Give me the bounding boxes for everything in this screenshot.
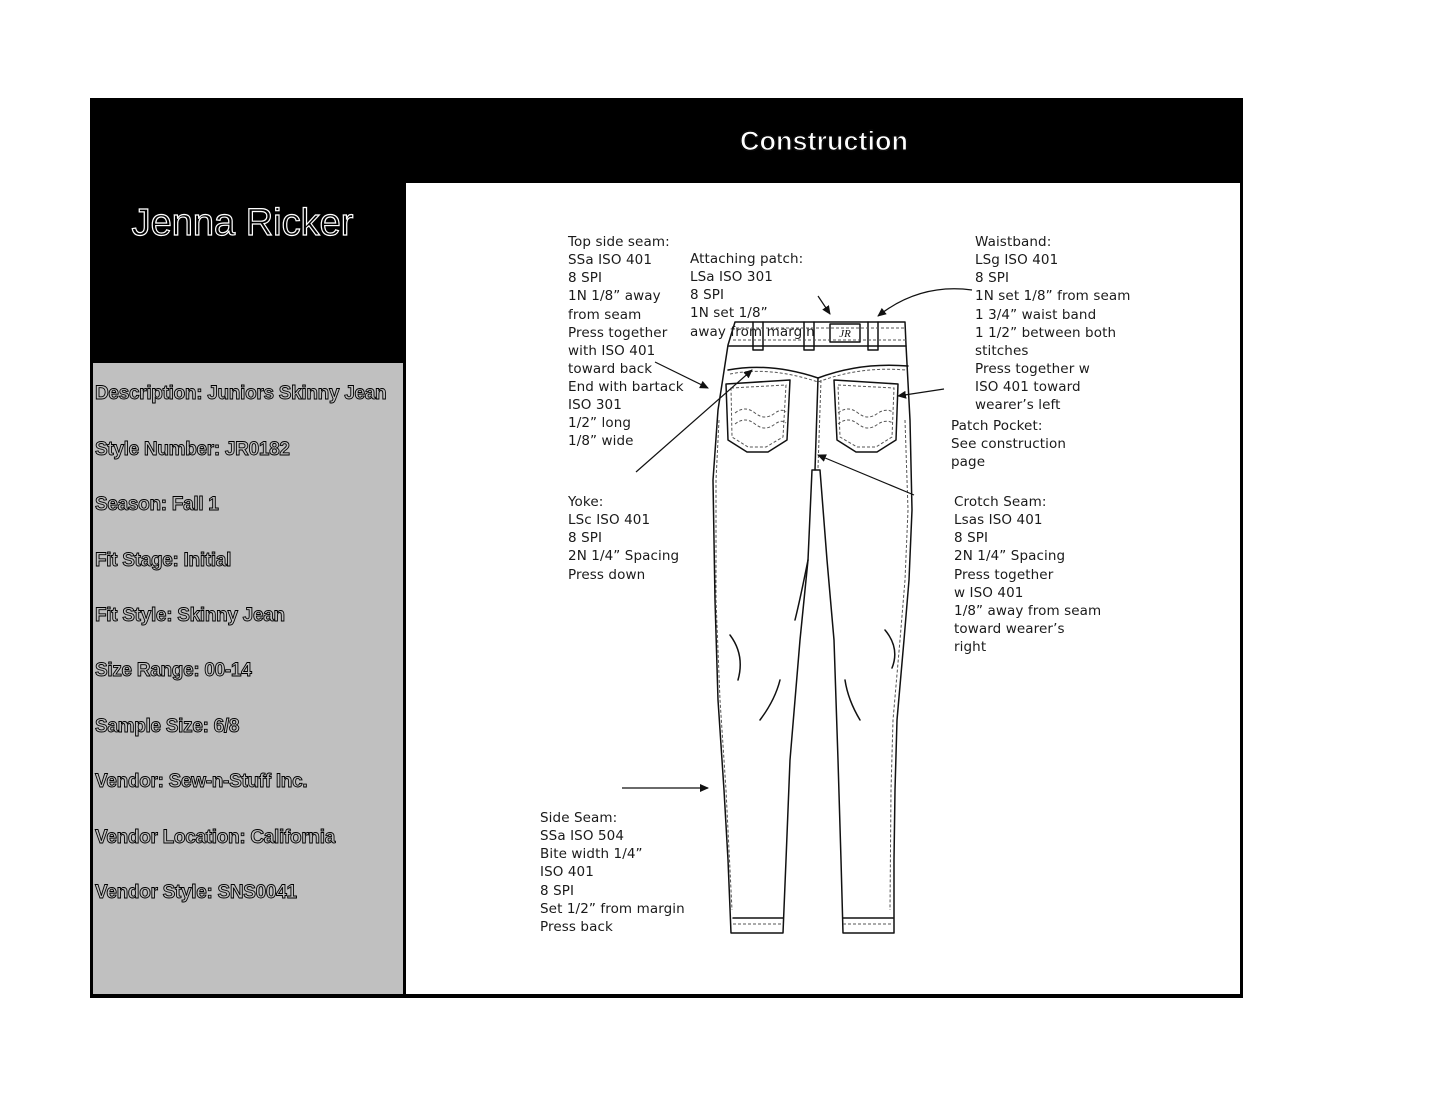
info-vendor-location: Vendor Location: California bbox=[95, 827, 335, 848]
note-yoke: Yoke: LSc ISO 401 8 SPI 2N 1/4” Spacing Press down bbox=[568, 494, 680, 583]
construction-area bbox=[406, 183, 1240, 994]
info-panel bbox=[93, 363, 403, 994]
arrow-attaching-patch bbox=[818, 296, 830, 314]
info-season: Season: Fall 1 bbox=[95, 494, 219, 515]
info-description: Description: Juniors Skinny Jean bbox=[95, 383, 387, 404]
arrow-patch-pocket bbox=[898, 389, 944, 396]
note-patch-pocket: Patch Pocket: See construction page bbox=[951, 418, 1067, 471]
info-vendor: Vendor: Sew-n-Stuff Inc. bbox=[95, 771, 308, 792]
logo-patch-text: JR bbox=[839, 328, 851, 340]
note-top-side-seam: Top side seam: SSa ISO 401 8 SPI 1N 1/8” away from seam Press together with ISO 401 toward back End with bartack ISO 301 1/2” long 1/8” wide bbox=[568, 234, 684, 450]
designer-name: Jenna Ricker bbox=[131, 202, 354, 244]
note-side-seam: Side Seam: SSa ISO 504 Bite width 1/4” ISO 401 8 SPI Set 1/2” from margin Press back bbox=[540, 810, 685, 935]
info-size-range: Size Range: 00-14 bbox=[95, 660, 252, 681]
info-vendor-style: Vendor Style: SNS0041 bbox=[95, 882, 297, 903]
info-sample-size: Sample Size: 6/8 bbox=[95, 716, 240, 737]
arrow-crotch-seam bbox=[818, 455, 914, 495]
note-attaching-patch: Attaching patch: LSa ISO 301 8 SPI 1N set 1/8” away from margin bbox=[690, 251, 815, 340]
note-waistband: Waistband: LSg ISO 401 8 SPI 1N set 1/8” from seam 1 3/4” waist band 1 1/2” between both stitches Press together w ISO 401 toward wearer’s left bbox=[975, 234, 1131, 414]
info-fit-stage: Fit Stage: Initial bbox=[95, 550, 232, 571]
page-title: Construction bbox=[740, 126, 908, 156]
jeans-outline bbox=[713, 322, 912, 933]
info-fit-style: Fit Style: Skinny Jean bbox=[95, 605, 285, 626]
info-style-number: Style Number: JR0182 bbox=[95, 439, 290, 460]
note-crotch-seam: Crotch Seam: Lsas ISO 401 8 SPI 2N 1/4” Spacing Press together w ISO 401 1/8” away from seam toward wearer’s right bbox=[954, 494, 1102, 655]
arrow-waistband bbox=[878, 289, 972, 316]
